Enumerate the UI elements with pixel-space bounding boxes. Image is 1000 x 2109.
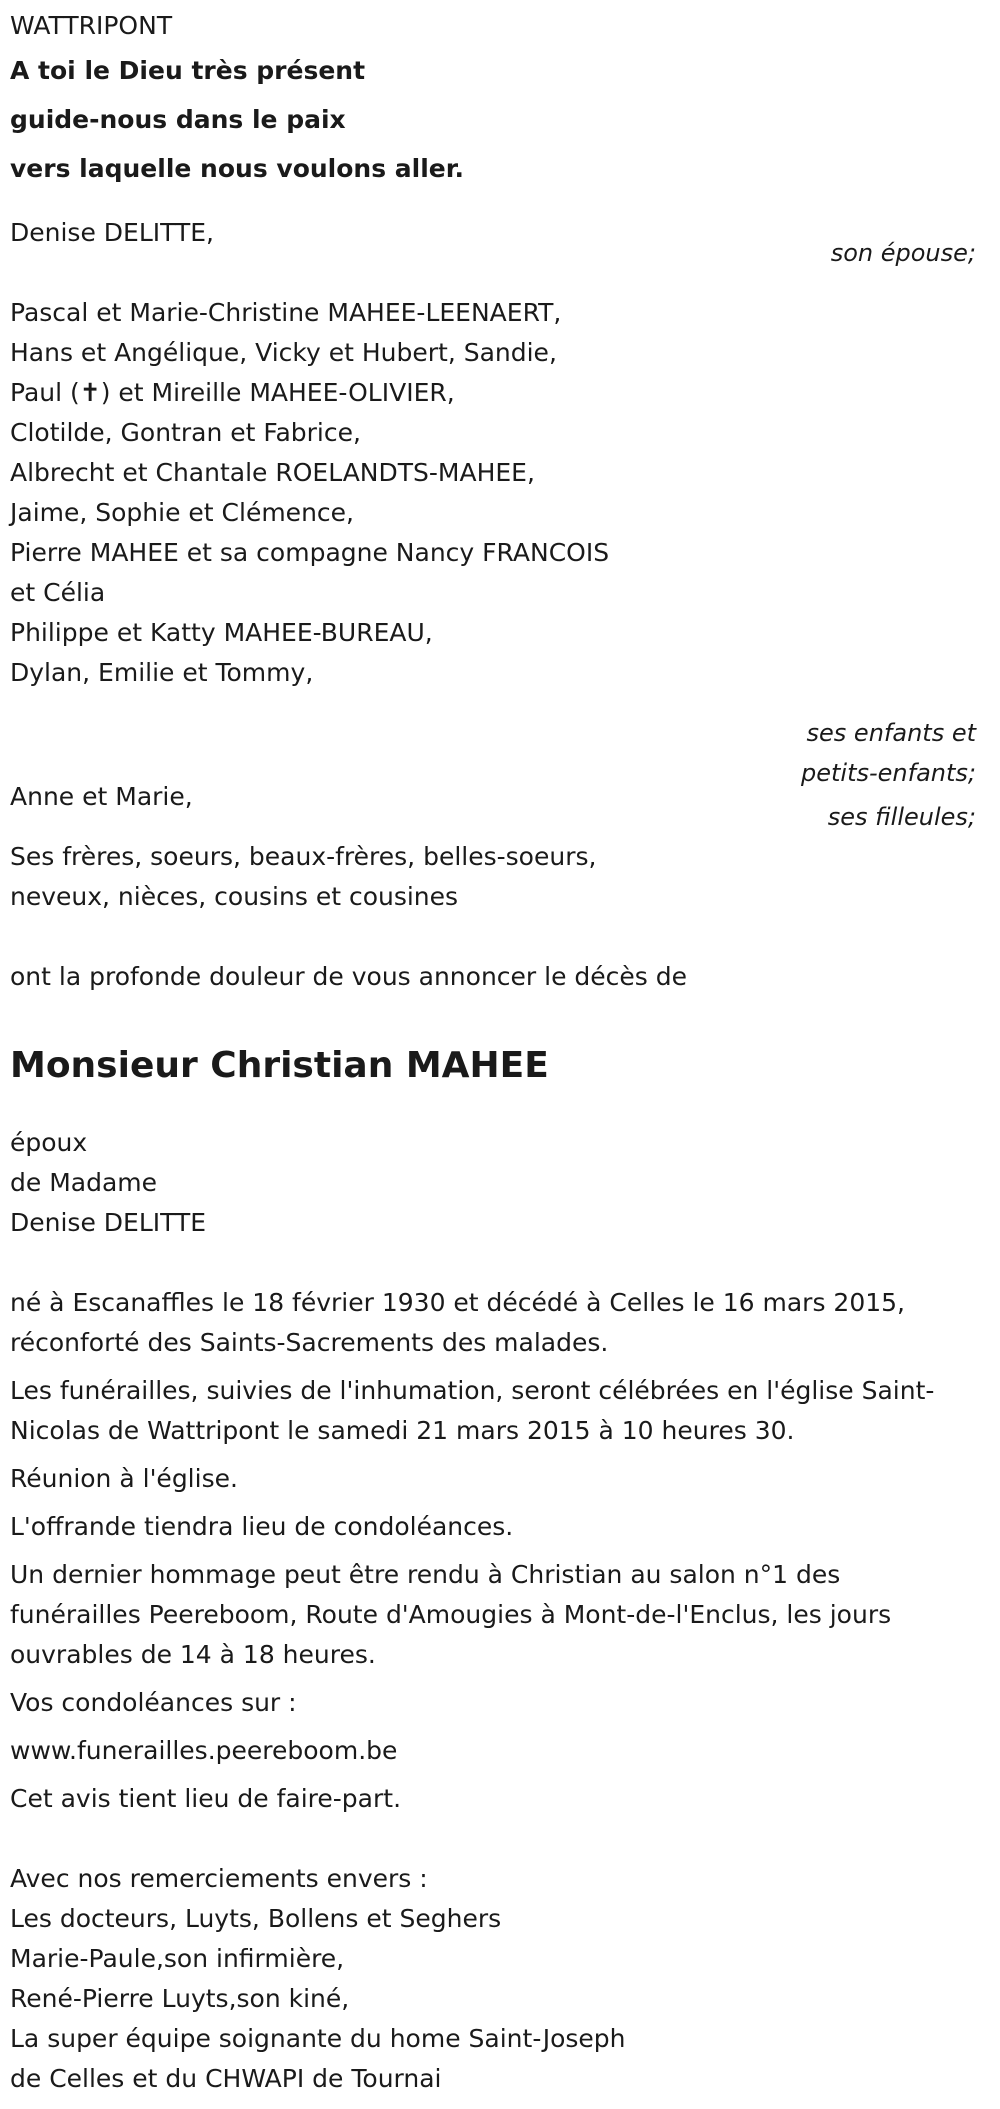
thanks-line: René-Pierre Luyts,son kiné, (10, 1984, 350, 2013)
thanks-line: La super équipe soignante du home Saint-Joseph (10, 2024, 626, 2053)
thanks-line: Avec nos remerciements envers : (10, 1864, 428, 1893)
child-line: Paul (✝) et Mireille MAHEE-OLIVIER, (10, 378, 455, 407)
child-line: Jaime, Sophie et Clémence, (10, 498, 354, 527)
child-line: Philippe et Katty MAHEE-BUREAU, (10, 618, 433, 647)
thanks-line: de Celles et du CHWAPI de Tournai (10, 2064, 442, 2093)
birth-line: réconforté des Saints-Sacrements des malades. (10, 1328, 609, 1357)
verse-line: A toi le Dieu très présent (10, 56, 366, 85)
child-line: Pierre MAHEE et sa compagne Nancy FRANCOIS (10, 538, 610, 567)
child-line: Hans et Angélique, Vicky et Hubert, Sandie, (10, 338, 557, 367)
thanks-line: Marie-Paule,son infirmière, (10, 1944, 345, 1973)
place-name: WATTRIPONT (10, 11, 173, 40)
faire-part-notice: Cet avis tient lieu de faire-part. (10, 1784, 402, 1813)
deceased-name: Monsieur Christian MAHEE (10, 1045, 549, 1086)
tribute-paragraph (10, 1555, 990, 1675)
child-line: et Célia (10, 578, 106, 607)
condolences-label: Vos condoléances sur : (10, 1688, 297, 1717)
tribute-line: funérailles Peereboom, Route d'Amougies à Mont-de-l'Enclus, les jours (10, 1600, 892, 1629)
offering-text: L'offrande tiendra lieu de condoléances. (10, 1512, 514, 1541)
child-line: Clotilde, Gontran et Fabrice, (10, 418, 361, 447)
goddaughters-name: Anne et Marie, (10, 782, 193, 811)
meeting-text: Réunion à l'église. (10, 1464, 238, 1493)
children-role-line2: petits-enfants; (801, 759, 976, 787)
children-block (10, 293, 990, 787)
funeral-paragraph (10, 1371, 990, 1451)
spouse-of-line: Denise DELITTE (10, 1208, 207, 1237)
funeral-line: Les funérailles, suivies de l'inhumation, seront célébrées en l'église Saint- (10, 1376, 935, 1405)
spouse-role: son épouse; (830, 239, 976, 267)
goddaughters-role: ses filleules; (827, 803, 976, 831)
verse-line: guide-nous dans le paix (10, 105, 346, 134)
family-block (10, 837, 990, 917)
spouse-name: Denise DELITTE, (10, 218, 214, 247)
spouse-of-line: époux (10, 1128, 88, 1157)
announcement: ont la profonde douleur de vous annoncer le décès de (10, 962, 688, 991)
funeral-line: Nicolas de Wattripont le samedi 21 mars 2015 à 10 heures 30. (10, 1416, 795, 1445)
tribute-line: ouvrables de 14 à 18 heures. (10, 1640, 376, 1669)
family-line: Ses frères, soeurs, beaux-frères, belles-soeurs, (10, 842, 597, 871)
family-line: neveux, nièces, cousins et cousines (10, 882, 459, 911)
spouse-of-line: de Madame (10, 1168, 158, 1197)
thanks-line: Les docteurs, Luyts, Bollens et Seghers (10, 1904, 502, 1933)
birth-death-paragraph (10, 1283, 990, 1363)
tribute-line: Un dernier hommage peut être rendu à Christian au salon n°1 des (10, 1560, 841, 1589)
verse (10, 46, 990, 193)
birth-line: né à Escanaffles le 18 février 1930 et décédé à Celles le 16 mars 2015, (10, 1288, 905, 1317)
goddaughters-block (10, 777, 990, 831)
child-line: Dylan, Emilie et Tommy, (10, 658, 314, 687)
child-line: Pascal et Marie-Christine MAHEE-LEENAERT, (10, 298, 562, 327)
children-role-line1: ses enfants et (806, 719, 976, 747)
thanks-block (10, 1859, 990, 2099)
verse-line: vers laquelle nous voulons aller. (10, 154, 465, 183)
child-line: Albrecht et Chantale ROELANDTS-MAHEE, (10, 458, 535, 487)
spouse-of-block (10, 1123, 990, 1243)
spouse-block (10, 213, 990, 267)
condolences-website-link[interactable]: www.funerailles.peereboom.be (10, 1736, 398, 1765)
